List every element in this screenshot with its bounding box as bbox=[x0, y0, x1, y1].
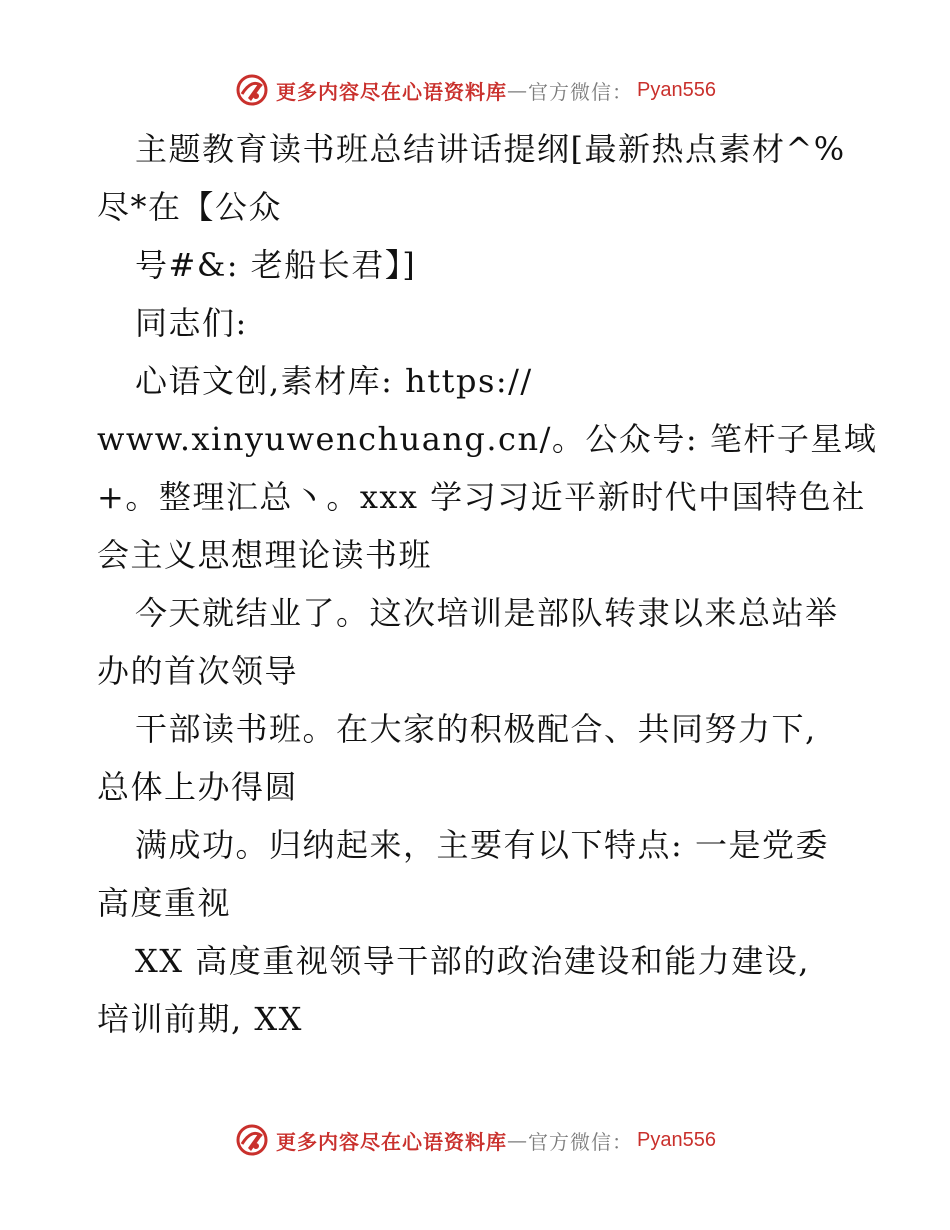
banner-main-text: 更多内容尽在心语资料库 bbox=[276, 1129, 508, 1154]
document-line: 同志们: bbox=[135, 304, 248, 342]
document-line: 干部读书班。在大家的积极配合、共同努力下, bbox=[135, 710, 817, 748]
banner-dash: — bbox=[507, 78, 529, 102]
document-line: 今天就结业了。这次培训是部队转隶以来总站举 bbox=[135, 594, 839, 632]
document-line: 培训前期, XX bbox=[97, 1000, 303, 1038]
document-line: 满成功。归纳起来，主要有以下特点: 一是党委 bbox=[135, 826, 829, 864]
footer-banner bbox=[0, 1120, 950, 1160]
document-line: 主题教育读书班总结讲话提纲[最新热点素材^% bbox=[135, 130, 846, 168]
document-line: www.xinyuwenchuang.cn/。公众号: 笔杆子星域 bbox=[97, 420, 878, 458]
document-line: XX 高度重视领导干部的政治建设和能力建设, bbox=[135, 942, 810, 980]
document-line: +。整理汇总丶。xxx 学习习近平新时代中国特色社 bbox=[97, 478, 866, 516]
banner-text bbox=[276, 1126, 716, 1155]
banner-dash: — bbox=[507, 1128, 529, 1152]
banner-wechat-id: Pyan556 bbox=[637, 78, 716, 101]
banner-wechat-id: Pyan556 bbox=[637, 1128, 716, 1151]
pen-swirl-logo-icon bbox=[234, 1122, 270, 1158]
banner-wechat-label: 官方微信： bbox=[528, 1129, 634, 1154]
banner-wechat-label: 官方微信： bbox=[528, 79, 634, 104]
document-body bbox=[97, 120, 878, 1048]
document-line: 高度重视 bbox=[97, 884, 232, 922]
document-line: 办的首次领导 bbox=[97, 652, 299, 690]
header-banner bbox=[0, 70, 950, 110]
document-line: 号#&: 老船长君】] bbox=[135, 246, 417, 284]
document-line: 会主义思想理论读书班 bbox=[97, 536, 433, 574]
banner-text bbox=[276, 76, 716, 105]
pen-swirl-logo-icon bbox=[234, 72, 270, 108]
document-line: 心语文创,素材库: https:// bbox=[135, 362, 533, 400]
banner-main-text: 更多内容尽在心语资料库 bbox=[276, 79, 508, 104]
document-line: 总体上办得圆 bbox=[97, 768, 299, 806]
document-line: 尽*在【公众 bbox=[97, 188, 283, 226]
